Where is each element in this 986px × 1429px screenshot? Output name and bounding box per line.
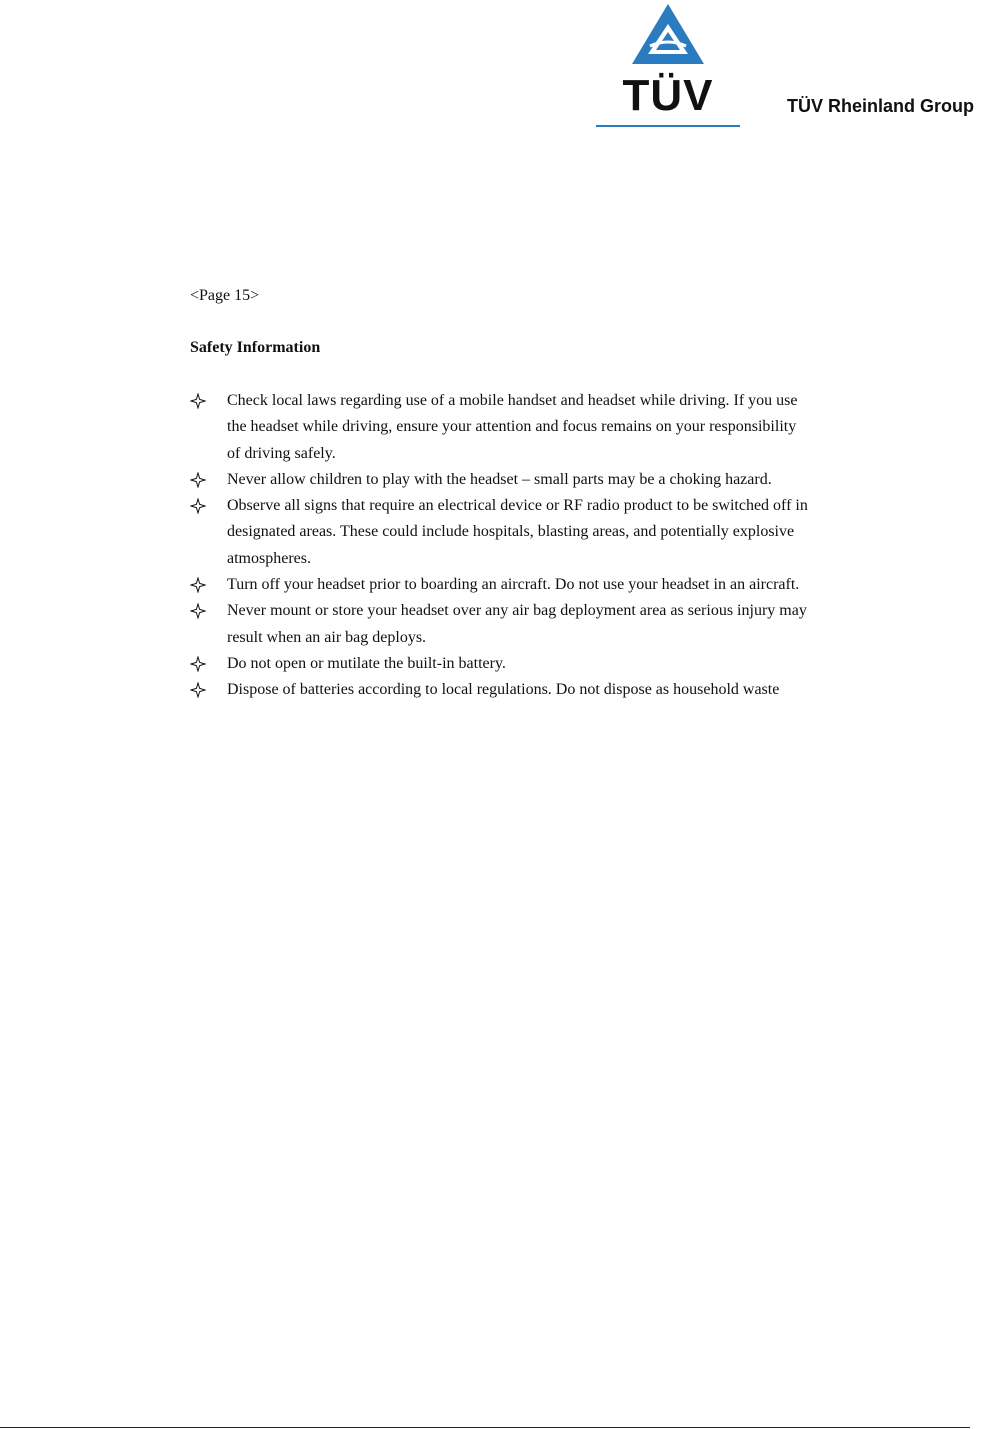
logo-wordmark: TÜV	[622, 71, 714, 120]
list-item-text: Check local laws regarding use of a mobile handset and headset while driving. If you use the headset while driving, ensure your attention and focus remains on your responsibility of driving safely.	[227, 392, 798, 462]
list-item-text: Turn off your headset prior to boarding an aircraft. Do not use your headset in an aircraft.	[227, 576, 800, 594]
four-point-star-icon	[190, 577, 206, 593]
four-point-star-icon	[190, 393, 206, 409]
page-header	[0, 0, 986, 140]
list-item-text: Do not open or mutilate the built-in battery.	[227, 654, 506, 672]
logo-underline	[596, 125, 740, 127]
list-item-text: Never allow children to play with the headset – small parts may be a choking hazard.	[227, 470, 772, 488]
list-item	[190, 388, 810, 467]
four-point-star-icon	[190, 682, 206, 698]
list-item	[190, 598, 810, 651]
list-item-text: Observe all signs that require an electrical device or RF radio product to be switched off in designated areas. These could include hospitals, blasting areas, and potentially explosive atmospheres.	[227, 497, 808, 567]
four-point-star-icon	[190, 498, 206, 514]
four-point-star-icon	[190, 603, 206, 619]
tuv-logo	[596, 2, 740, 128]
list-item-text: Dispose of batteries according to local regulations. Do not dispose as household waste	[227, 681, 780, 699]
four-point-star-icon	[190, 656, 206, 672]
list-item	[190, 572, 810, 598]
list-item-text: Never mount or store your headset over any air bag deployment area as serious injury may result when an air bag deploys.	[227, 602, 807, 646]
four-point-star-icon	[190, 472, 206, 488]
list-item	[190, 651, 810, 677]
safety-list	[190, 388, 810, 704]
footer-rule	[0, 1427, 970, 1428]
list-item	[190, 677, 810, 703]
list-item	[190, 493, 810, 572]
page-number-label: <Page 15>	[190, 287, 260, 304]
section-title: Safety Information	[190, 339, 321, 356]
tuv-triangle-logo-icon	[630, 2, 706, 66]
group-name: TÜV Rheinland Group	[787, 96, 974, 116]
list-item	[190, 467, 810, 493]
